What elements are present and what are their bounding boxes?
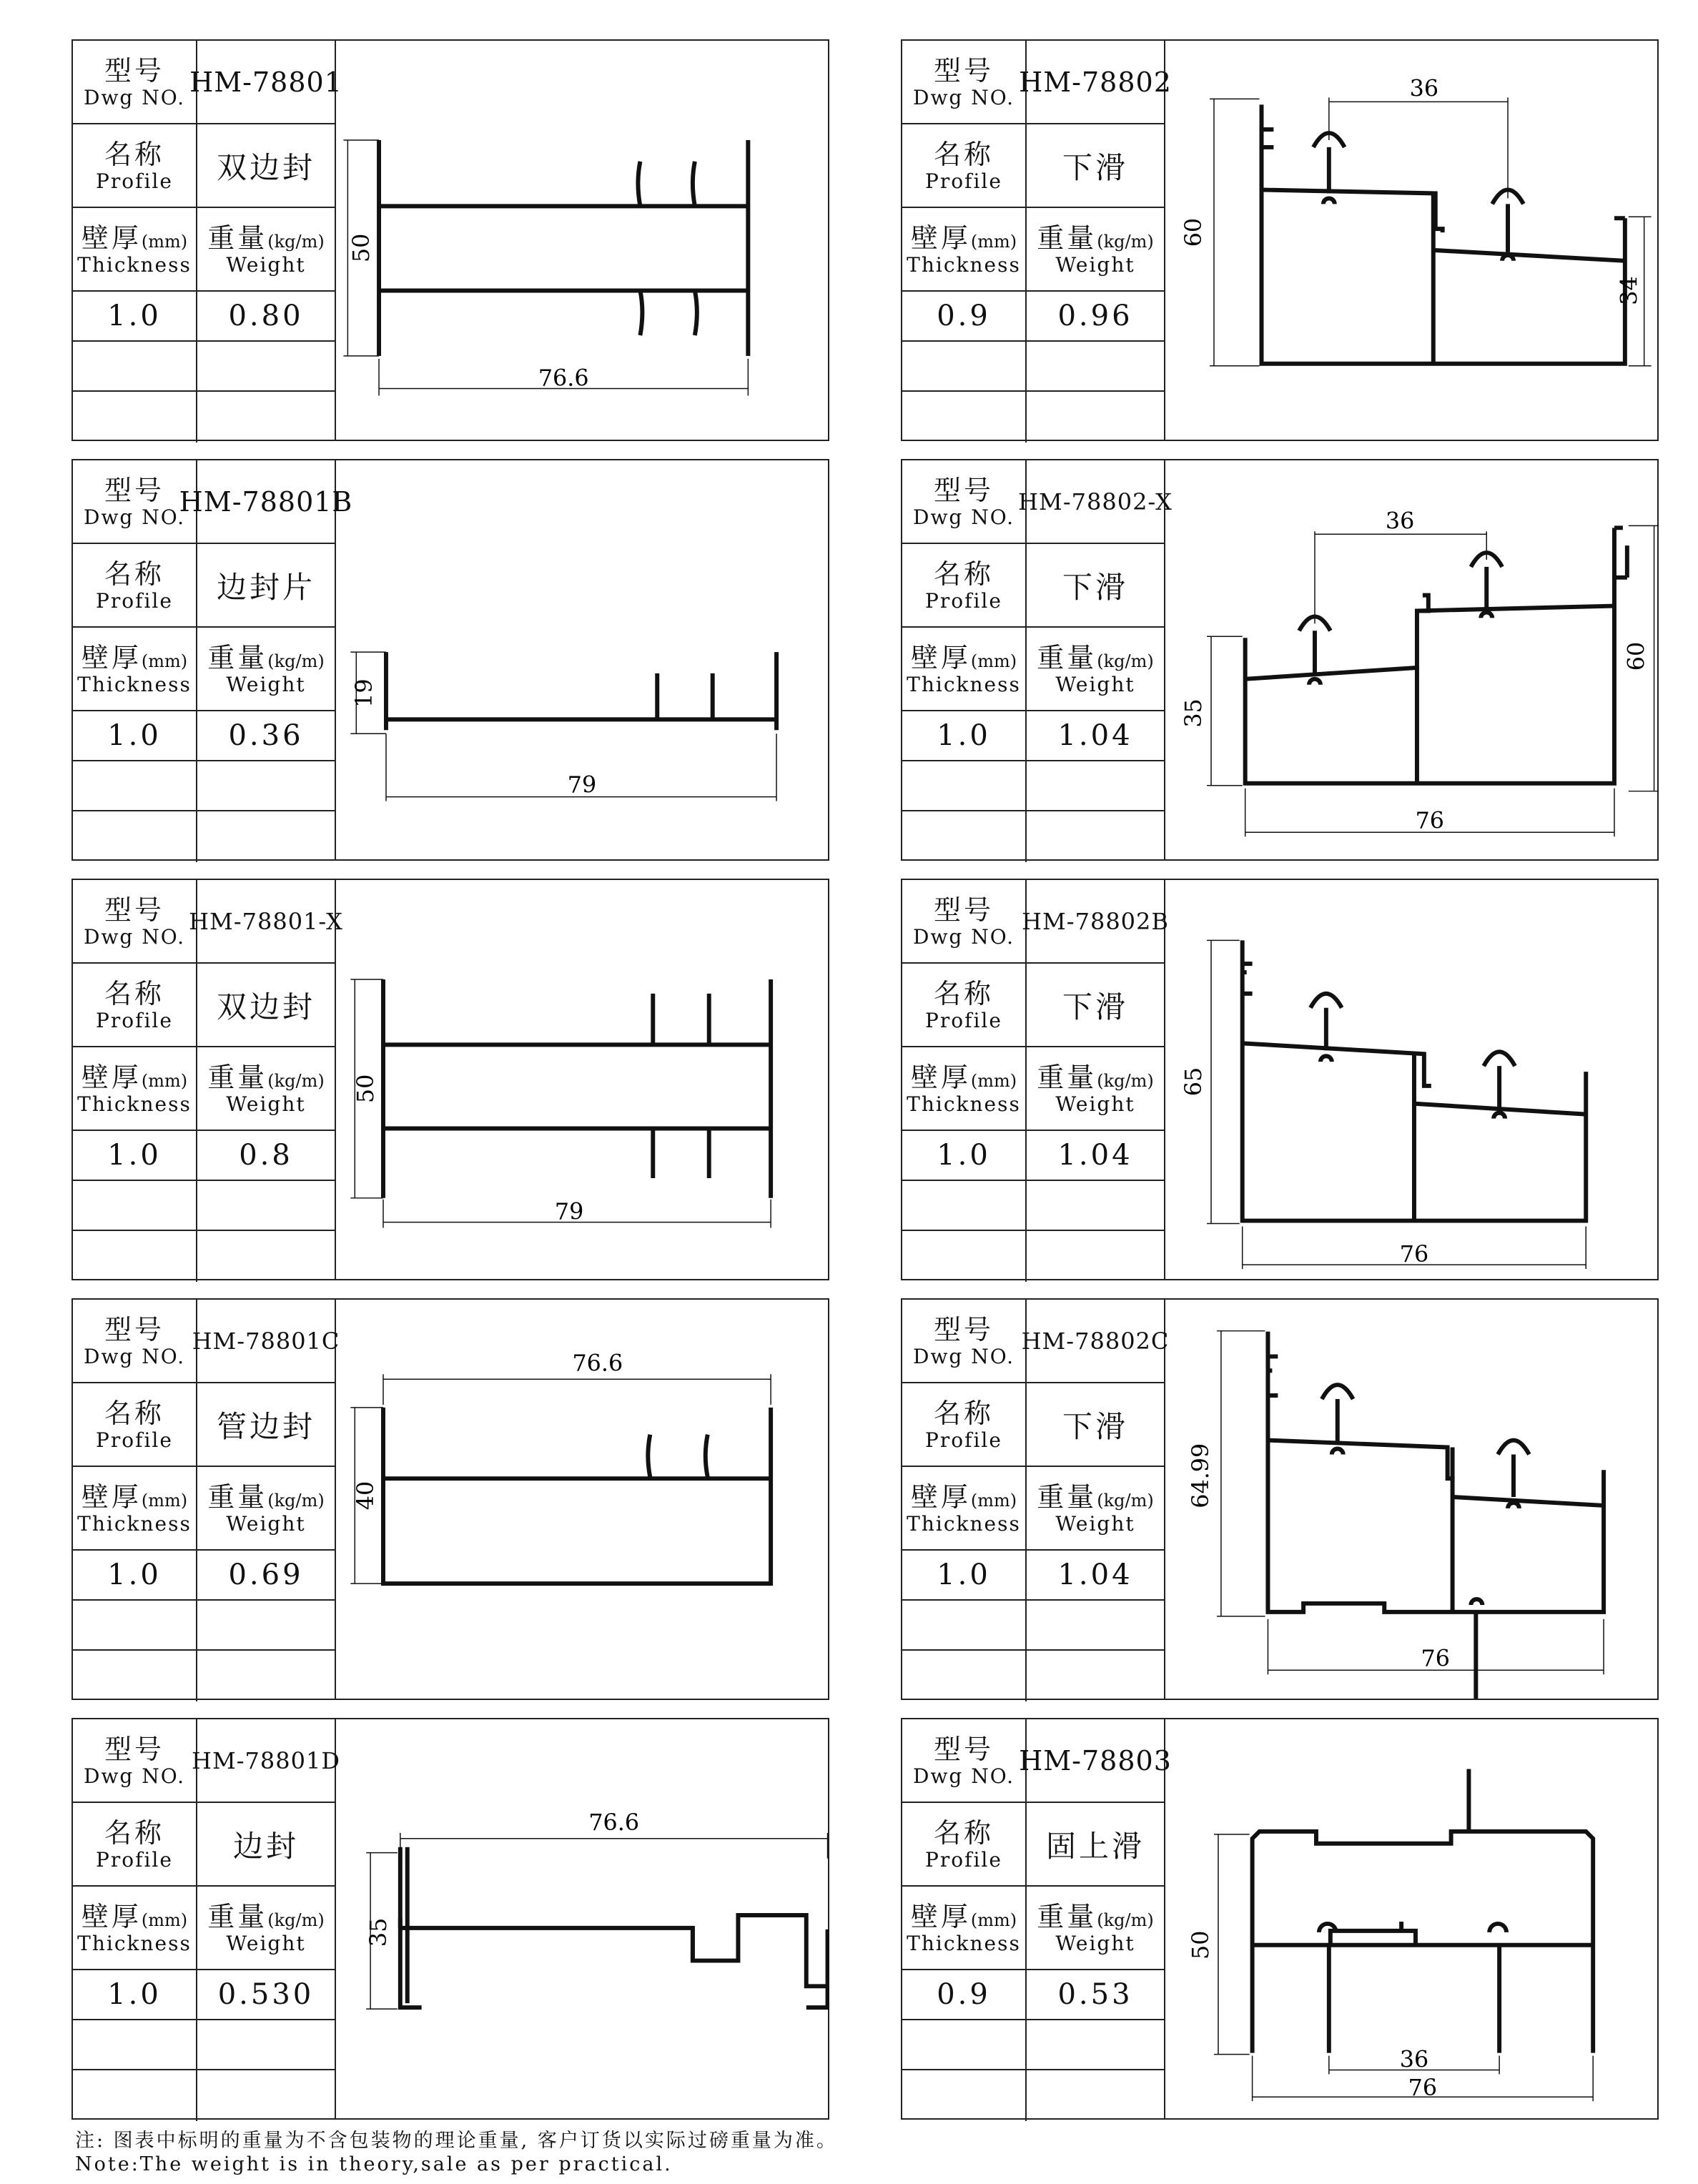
thickness-value: 0.9 (937, 300, 991, 332)
dwg-number: HM-78801B (179, 485, 353, 518)
spec-table: 型号 Dwg NO. HM-78802 名称 Profile 下滑 壁厚(mm) Thickness 重量(kg/m) Weight 0.9 0.96 (902, 41, 1165, 440)
profile-drawing (336, 460, 829, 859)
weight-value: 0.36 (228, 719, 304, 752)
spec-table: 型号 Dwg NO. HM-78801B 名称 Profile 边封片 壁厚(mm) Thickness 重量(kg/m) Weight 1.0 0.36 (73, 460, 336, 859)
dwg-label: 型号 (104, 54, 164, 87)
profile-card (901, 459, 1659, 861)
profile-card (71, 879, 829, 1280)
dim-label: 50 (349, 233, 375, 263)
dim-label: 65 (1181, 1067, 1208, 1097)
profile-drawing (1165, 1719, 1659, 2118)
note-english: Note:The weight is in theory,sale as per practical. (75, 2153, 673, 2175)
weight-value: 0.96 (1057, 300, 1133, 332)
profile-drawing (336, 1719, 829, 2118)
profile-name: 边封片 (216, 569, 315, 605)
profile-drawing (1165, 41, 1659, 440)
dim-label: 64.99 (1188, 1443, 1215, 1508)
spec-table: 型号 Dwg NO. HM-78801 名称 Profile 双边封 壁厚(mm) Thickness 重量(kg/m) Weight 1.0 0.80 (73, 41, 336, 440)
profile-card (901, 1718, 1659, 2120)
profile-name: 边封 (232, 1828, 299, 1864)
dim-label: 76.6 (588, 1809, 640, 1836)
dim-label: 60 (1181, 217, 1208, 247)
profile-card (71, 1298, 829, 1700)
weight-value: 1.04 (1057, 1139, 1133, 1172)
profile-drawing (1165, 1300, 1659, 1699)
weight-value: 1.04 (1057, 1558, 1133, 1591)
profile-card (71, 459, 829, 861)
dim-label: 35 (365, 1917, 392, 1947)
dwg-number: HM-78801C (192, 1327, 340, 1355)
thickness-value: 1.0 (937, 1139, 991, 1172)
spec-table: 型号 Dwg NO. HM-78802-X 名称 Profile 下滑 壁厚(mm) Thickness 重量(kg/m) Weight 1.0 1.04 (902, 460, 1165, 859)
profile-name: 下滑 (1062, 149, 1128, 185)
profile-name: 下滑 (1062, 569, 1128, 605)
spec-table: 型号 Dwg NO. HM-78801C 名称 Profile 管边封 壁厚(mm) Thickness 重量(kg/m) Weight 1.0 0.69 (73, 1300, 336, 1699)
profile-name: 固上滑 (1045, 1828, 1145, 1864)
dim-label: 76 (1408, 2075, 1438, 2102)
spec-table: 型号 Dwg NO. HM-78801D 名称 Profile 边封 壁厚(mm) Thickness 重量(kg/m) Weight 1.0 0.530 (73, 1719, 336, 2118)
thickness-value: 1.0 (937, 719, 991, 752)
dwg-number: HM-78803 (1019, 1744, 1172, 1777)
thickness-value: 1.0 (107, 719, 162, 752)
note-chinese: 注: 图表中标明的重量为不含包装物的理论重量, 客户订货以实际过磅重量为准。 (75, 2130, 838, 2152)
dim-label: 79 (567, 772, 597, 799)
dwg-number: HM-78802-X (1018, 488, 1173, 515)
thickness-value: 1.0 (937, 1558, 991, 1591)
dim-label: 19 (352, 678, 378, 708)
dim-label: 35 (1181, 698, 1208, 728)
thickness-value: 1.0 (107, 1139, 162, 1172)
spec-table: 型号 Dwg NO. HM-78801-X 名称 Profile 双边封 壁厚(mm) Thickness 重量(kg/m) Weight 1.0 0.8 (73, 880, 336, 1279)
weight-value: 0.80 (228, 300, 304, 332)
weight-value: 0.53 (1057, 1978, 1133, 2011)
dim-label: 60 (1624, 641, 1650, 671)
thickness-value: 1.0 (107, 1978, 162, 2011)
spec-table: 型号 Dwg NO. HM-78802B 名称 Profile 下滑 壁厚(mm) Thickness 重量(kg/m) Weight 1.0 1.04 (902, 880, 1165, 1279)
dim-label: 36 (1385, 508, 1415, 535)
profile-name: 下滑 (1062, 989, 1128, 1024)
spec-table: 型号 Dwg NO. HM-78803 名称 Profile 固上滑 壁厚(mm) Thickness 重量(kg/m) Weight 0.9 0.53 (902, 1719, 1165, 2118)
thickness-value: 0.9 (937, 1978, 991, 2011)
profile-drawing (336, 41, 829, 440)
dim-label: 76 (1415, 808, 1445, 834)
dwg-number: HM-78801 (189, 66, 342, 98)
dim-label: 76.6 (572, 1350, 623, 1377)
profile-drawing (336, 880, 829, 1279)
profile-card (901, 879, 1659, 1280)
weight-value: 0.69 (228, 1558, 304, 1591)
weight-value: 0.530 (217, 1978, 315, 2011)
dim-label: 36 (1409, 76, 1439, 102)
dim-label: 76 (1421, 1646, 1450, 1672)
dim-label: 76.6 (538, 365, 589, 392)
profile-name: 双边封 (216, 149, 315, 185)
dim-label: 76 (1399, 1242, 1429, 1268)
dim-label: 50 (1188, 1930, 1215, 1960)
profile-name: 管边封 (216, 1408, 315, 1444)
dim-label: 34 (1616, 276, 1643, 305)
dwg-number: HM-78802B (1022, 907, 1169, 935)
profile-card (71, 1718, 829, 2120)
weight-value: 0.8 (239, 1139, 293, 1172)
profile-card (901, 39, 1659, 441)
dwg-number: HM-78802 (1019, 66, 1172, 98)
dwg-number: HM-78802C (1021, 1327, 1170, 1355)
dim-label: 50 (353, 1074, 380, 1104)
profile-drawing (336, 1300, 829, 1699)
weight-value: 1.04 (1057, 719, 1133, 752)
profile-name: 下滑 (1062, 1408, 1128, 1444)
dwg-number: HM-78801D (192, 1746, 340, 1774)
profile-drawing (1165, 460, 1659, 859)
dim-label: 40 (353, 1481, 380, 1511)
profile-card (901, 1298, 1659, 1700)
profile-name: 双边封 (216, 989, 315, 1024)
profile-card (71, 39, 829, 441)
dim-label: 79 (554, 1199, 584, 1225)
thickness-value: 1.0 (107, 1558, 162, 1591)
spec-table: 型号 Dwg NO. HM-78802C 名称 Profile 下滑 壁厚(mm) Thickness 重量(kg/m) Weight 1.0 1.04 (902, 1300, 1165, 1699)
dwg-number: HM-78801-X (189, 907, 343, 935)
thickness-value: 1.0 (107, 300, 162, 332)
dim-label: 36 (1399, 2047, 1429, 2073)
profile-drawing (1165, 880, 1659, 1279)
